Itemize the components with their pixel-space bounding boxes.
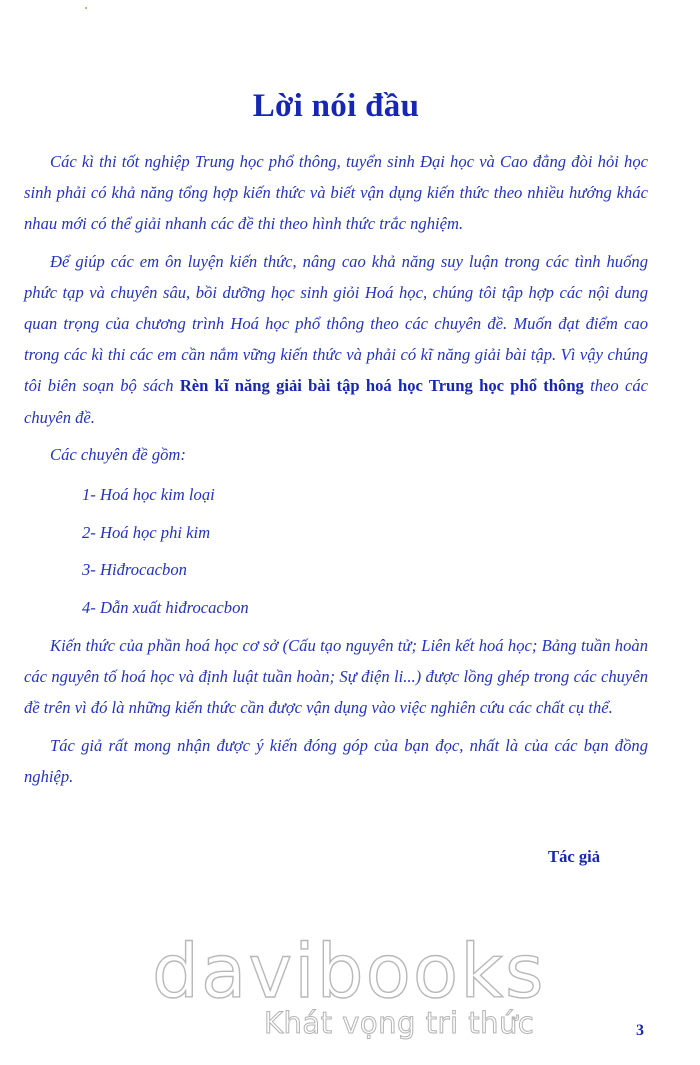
paragraph-purpose-tail: theo các chuyên đề.: [24, 376, 648, 427]
topic-item: 1- Hoá học kim loại: [82, 485, 215, 505]
paragraph-purpose-text: Để giúp các em ôn luyện kiến thức, nâng cao khả năng suy luận trong các tình huống phức tạp và chuyên sâu, bồi dưỡng học sinh giỏi Hoá học, chúng tôi tập hợp các nội dung quan trọng của chương trình Hoá học phổ thông theo các chuyên đề. Muốn đạt điểm cao trong các kì thi các em cần nắm vững kiến thức và phải có kĩ năng giải bài tập. Vì vậy chúng tôi biên soạn bộ sách: [24, 251, 648, 396]
publisher-watermark: [152, 929, 552, 1040]
topic-item: 4- Dẫn xuất hiđrocacbon: [82, 597, 249, 617]
author-signature: Tác giả: [548, 847, 601, 866]
body-text: [24, 146, 648, 798]
paragraph-feedback: Tác giả rất mong nhận được ý kiến đóng góp của bạn đọc, nhất là của các bạn đồng nghiệp.: [24, 735, 648, 786]
topics-heading: Các chuyên đề gồm:: [50, 444, 186, 464]
paragraph-foundation: Kiến thức của phần hoá học cơ sở (Cấu tạo nguyên tử; Liên kết hoá học; Bảng tuần hoàn các nguyên tố hoá học và định luật tuần hoàn; Sự điện li...) được lồng ghép trong các chuyên đề trên vì đó là những kiến thức cần được vận dụng vào việc nghiên cứu các chất cụ thể.: [24, 636, 648, 718]
page-title: Lời nói đầu: [252, 88, 420, 124]
watermark-logo: davibooks: [152, 929, 546, 1015]
topic-list: [24, 476, 648, 626]
topic-item: 3- Hiđrocacbon: [82, 560, 187, 580]
topic-item: 2- Hoá học phi kim: [82, 522, 211, 542]
paragraph-purpose: [24, 246, 648, 433]
paragraph-intro: Các kì thi tốt nghiệp Trung học phổ thông, tuyển sinh Đại học và Cao đẳng đòi hỏi học sinh phải có khả năng tổng hợp kiến thức và biết vận dụng kiến thức theo nhiều hướng khác nhau mới có thể giải nhanh các đề thi theo hình thức trắc nghiệm.: [24, 152, 648, 234]
watermark-tagline: Khát vọng tri thức: [264, 1006, 535, 1040]
book-series-title: Rèn kĩ năng giải bài tập hoá học Trung học phổ thông: [179, 376, 584, 396]
scan-speck: [85, 7, 87, 9]
page-number: 3: [636, 1022, 644, 1039]
